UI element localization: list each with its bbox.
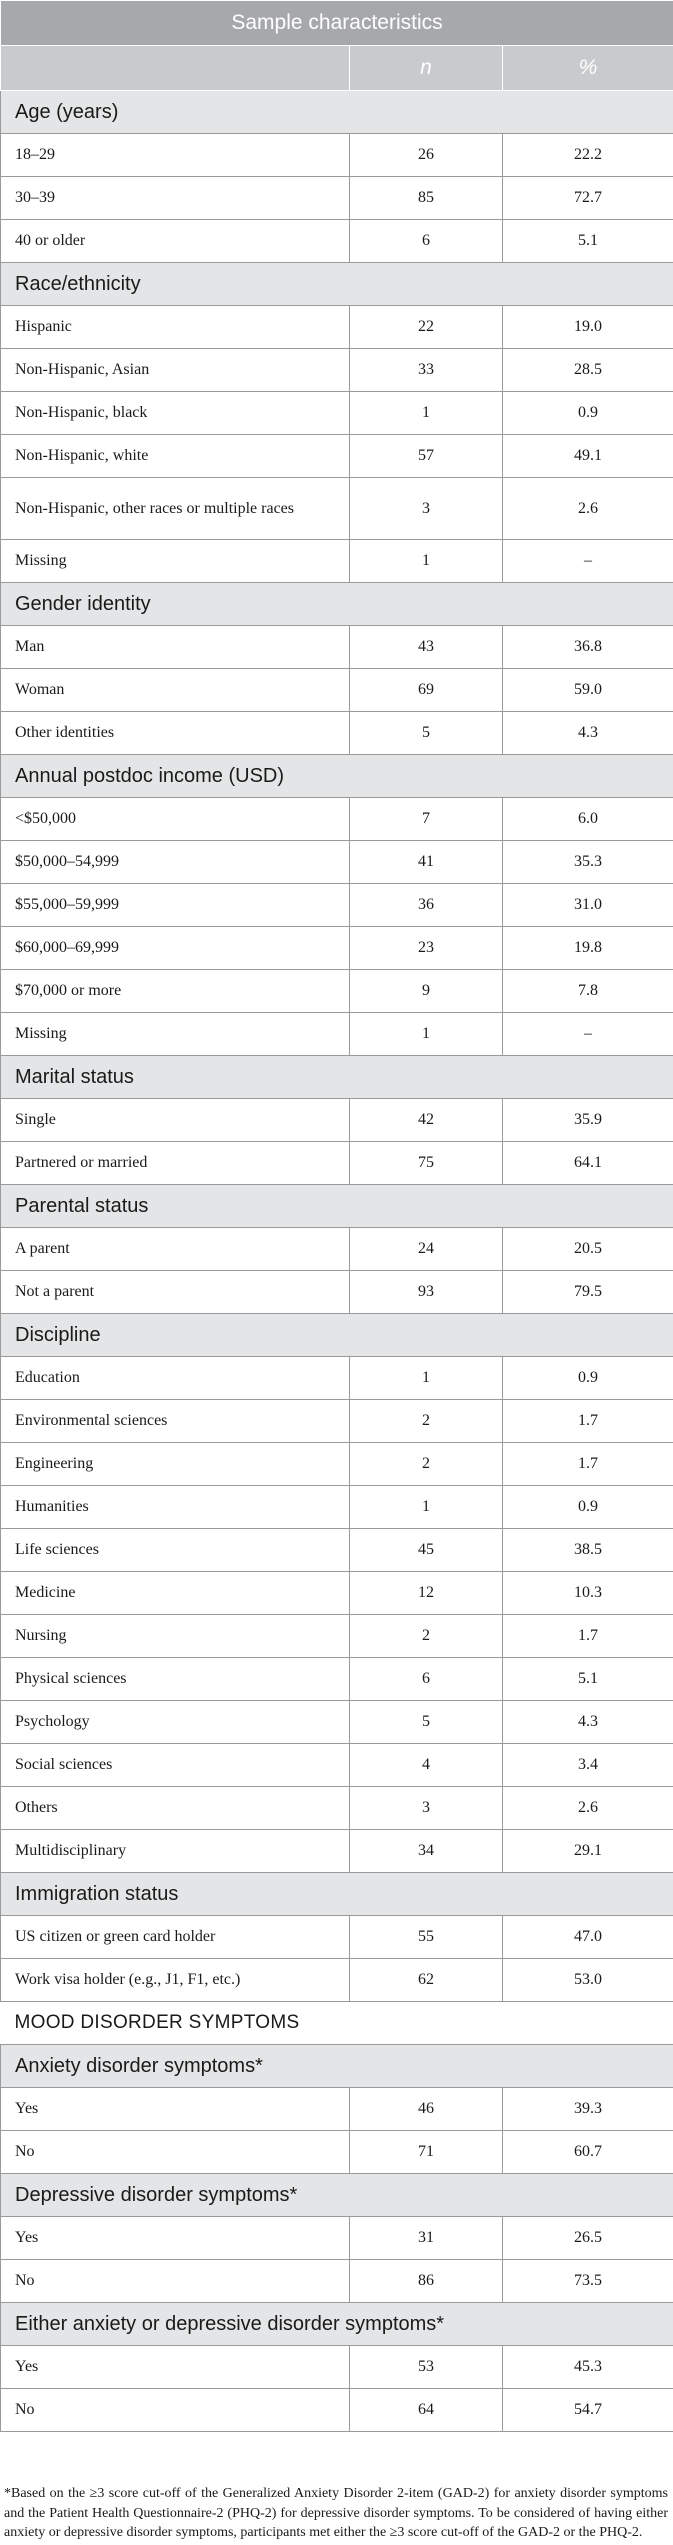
row-label: $50,000–54,999 (1, 841, 350, 884)
row-n-value: 1 (350, 540, 503, 583)
table-row (1, 798, 673, 841)
row-percent-value: 79.5 (503, 1271, 673, 1314)
row-n-value: 24 (350, 1228, 503, 1271)
row-percent-value: 47.0 (503, 1916, 673, 1959)
row-percent-value: 19.0 (503, 306, 673, 349)
row-label: Missing (1, 540, 350, 583)
row-n-value: 43 (350, 626, 503, 669)
row-label: <$50,000 (1, 798, 350, 841)
table-row (1, 1013, 673, 1056)
row-label: A parent (1, 1228, 350, 1271)
table-row (1, 841, 673, 884)
row-label: $60,000–69,999 (1, 927, 350, 970)
section-header-row (1, 1056, 673, 1099)
row-percent-value: 59.0 (503, 669, 673, 712)
section-header-row (1, 1873, 673, 1916)
row-label: Not a parent (1, 1271, 350, 1314)
table-row (1, 2389, 673, 2432)
table-row (1, 1701, 673, 1744)
table-row (1, 2131, 673, 2174)
row-n-value: 9 (350, 970, 503, 1013)
row-percent-value: 35.3 (503, 841, 673, 884)
column-header-characteristic (1, 46, 350, 91)
row-label: 18–29 (1, 134, 350, 177)
table-row (1, 1830, 673, 1873)
row-label: Life sciences (1, 1529, 350, 1572)
row-label: Hispanic (1, 306, 350, 349)
table-row (1, 1615, 673, 1658)
table-row (1, 177, 673, 220)
row-label: Yes (1, 2088, 350, 2131)
row-percent-value: 0.9 (503, 1357, 673, 1400)
table-row (1, 540, 673, 583)
table-row (1, 2260, 673, 2303)
row-n-value: 2 (350, 1615, 503, 1658)
table-footnote: *Based on the ≥3 score cut-off of the Generalized Anxiety Disorder 2-item (GAD-2) for anxiety disorder symptoms and the Patient Health Questionnaire-2 (PHQ-2) for depressive disorder symptoms. To be considered of having either anxiety or depressive disorder symptoms, participants met either the ≥3 score cut-off of the GAD-2 or the PHQ-2. (4, 2486, 668, 2540)
row-n-value: 7 (350, 798, 503, 841)
row-label: No (1, 2131, 350, 2174)
table-row (1, 669, 673, 712)
row-n-value: 41 (350, 841, 503, 884)
row-n-value: 3 (350, 478, 503, 540)
row-percent-value: 29.1 (503, 1830, 673, 1873)
row-percent-value: 1.7 (503, 1400, 673, 1443)
row-percent-value: 3.4 (503, 1744, 673, 1787)
row-label: Psychology (1, 1701, 350, 1744)
row-percent-value: 28.5 (503, 349, 673, 392)
row-label: Environmental sciences (1, 1400, 350, 1443)
row-n-value: 33 (350, 349, 503, 392)
row-label: Multidisciplinary (1, 1830, 350, 1873)
row-n-value: 1 (350, 392, 503, 435)
row-n-value: 69 (350, 669, 503, 712)
row-n-value: 42 (350, 1099, 503, 1142)
row-percent-value: 7.8 (503, 970, 673, 1013)
row-label: Nursing (1, 1615, 350, 1658)
table-row (1, 306, 673, 349)
row-n-value: 62 (350, 1959, 503, 2002)
section-header: Discipline (1, 1314, 673, 1357)
section-header-row (1, 2303, 673, 2346)
table-row (1, 884, 673, 927)
row-n-value: 3 (350, 1787, 503, 1830)
table-row (1, 2346, 673, 2389)
section-header-row (1, 1314, 673, 1357)
table-row (1, 1357, 673, 1400)
row-label: Non-Hispanic, black (1, 392, 350, 435)
row-percent-value: 73.5 (503, 2260, 673, 2303)
row-percent-value: 64.1 (503, 1142, 673, 1185)
section-header-row (1, 1185, 673, 1228)
table-body (1, 1, 673, 2432)
table-row (1, 1400, 673, 1443)
row-label: 30–39 (1, 177, 350, 220)
section-header-row (1, 91, 673, 134)
table-title: Sample characteristics (1, 1, 673, 46)
row-percent-value: 20.5 (503, 1228, 673, 1271)
column-header-n: n (350, 46, 503, 91)
row-percent-value: 6.0 (503, 798, 673, 841)
row-n-value: 93 (350, 1271, 503, 1314)
table-row (1, 1658, 673, 1701)
table-row (1, 134, 673, 177)
column-header-row (1, 46, 673, 91)
row-percent-value: 53.0 (503, 1959, 673, 2002)
row-n-value: 75 (350, 1142, 503, 1185)
table-row (1, 1572, 673, 1615)
table-row (1, 1486, 673, 1529)
section-header: Age (years) (1, 91, 673, 134)
row-label: No (1, 2260, 350, 2303)
row-n-value: 45 (350, 1529, 503, 1572)
row-label: Non-Hispanic, Asian (1, 349, 350, 392)
table-row (1, 1529, 673, 1572)
table-row (1, 927, 673, 970)
row-percent-value: – (503, 1013, 673, 1056)
table-row (1, 1443, 673, 1486)
row-percent-value: 35.9 (503, 1099, 673, 1142)
row-percent-value: 5.1 (503, 220, 673, 263)
section-header: MOOD DISORDER SYMPTOMS (1, 2002, 673, 2045)
table-row (1, 1959, 673, 2002)
table-row (1, 2088, 673, 2131)
row-percent-value: 60.7 (503, 2131, 673, 2174)
row-n-value: 36 (350, 884, 503, 927)
table-row (1, 626, 673, 669)
section-header-row (1, 2174, 673, 2217)
row-percent-value: 4.3 (503, 1701, 673, 1744)
row-n-value: 46 (350, 2088, 503, 2131)
row-percent-value: 31.0 (503, 884, 673, 927)
row-label: Engineering (1, 1443, 350, 1486)
table-row (1, 712, 673, 755)
table-row (1, 1271, 673, 1314)
row-label: Work visa holder (e.g., J1, F1, etc.) (1, 1959, 350, 2002)
row-label: US citizen or green card holder (1, 1916, 350, 1959)
table-row (1, 392, 673, 435)
row-label: Humanities (1, 1486, 350, 1529)
column-header-percent: % (503, 46, 673, 91)
row-label: Missing (1, 1013, 350, 1056)
section-header-row (1, 2045, 673, 2088)
row-n-value: 1 (350, 1357, 503, 1400)
section-header: Gender identity (1, 583, 673, 626)
row-percent-value: 39.3 (503, 2088, 673, 2131)
row-percent-value: 10.3 (503, 1572, 673, 1615)
table-row (1, 1099, 673, 1142)
row-percent-value: 38.5 (503, 1529, 673, 1572)
table-row (1, 435, 673, 478)
row-n-value: 6 (350, 1658, 503, 1701)
row-n-value: 2 (350, 1400, 503, 1443)
row-percent-value: 45.3 (503, 2346, 673, 2389)
row-percent-value: 72.7 (503, 177, 673, 220)
table-row (1, 1787, 673, 1830)
row-percent-value: 0.9 (503, 1486, 673, 1529)
section-header: Depressive disorder symptoms* (1, 2174, 673, 2217)
row-n-value: 55 (350, 1916, 503, 1959)
row-n-value: 64 (350, 2389, 503, 2432)
row-label: $70,000 or more (1, 970, 350, 1013)
section-header-row (1, 263, 673, 306)
section-header: Immigration status (1, 1873, 673, 1916)
table-row (1, 970, 673, 1013)
row-label: Non-Hispanic, white (1, 435, 350, 478)
section-header-row (1, 755, 673, 798)
table-row (1, 1916, 673, 1959)
row-label: Man (1, 626, 350, 669)
table-row (1, 220, 673, 263)
section-header: Annual postdoc income (USD) (1, 755, 673, 798)
row-n-value: 12 (350, 1572, 503, 1615)
row-percent-value: 1.7 (503, 1615, 673, 1658)
section-header: Parental status (1, 1185, 673, 1228)
row-percent-value: 54.7 (503, 2389, 673, 2432)
row-label: Partnered or married (1, 1142, 350, 1185)
row-percent-value: – (503, 540, 673, 583)
row-percent-value: 1.7 (503, 1443, 673, 1486)
row-label: Yes (1, 2346, 350, 2389)
row-percent-value: 49.1 (503, 435, 673, 478)
table-row (1, 1744, 673, 1787)
row-percent-value: 2.6 (503, 478, 673, 540)
row-label: Yes (1, 2217, 350, 2260)
row-n-value: 85 (350, 177, 503, 220)
row-n-value: 5 (350, 1701, 503, 1744)
row-percent-value: 5.1 (503, 1658, 673, 1701)
section-header: Either anxiety or depressive disorder symptoms* (1, 2303, 673, 2346)
row-label: Single (1, 1099, 350, 1142)
row-n-value: 6 (350, 220, 503, 263)
section-header: Marital status (1, 1056, 673, 1099)
table-row (1, 478, 673, 540)
row-label: Non-Hispanic, other races or multiple races (1, 478, 350, 540)
row-label: $55,000–59,999 (1, 884, 350, 927)
row-label: Social sciences (1, 1744, 350, 1787)
table-row (1, 1228, 673, 1271)
row-n-value: 1 (350, 1013, 503, 1056)
row-n-value: 31 (350, 2217, 503, 2260)
row-label: Other identities (1, 712, 350, 755)
row-n-value: 5 (350, 712, 503, 755)
row-n-value: 22 (350, 306, 503, 349)
table-row (1, 2217, 673, 2260)
section-header-row (1, 583, 673, 626)
row-percent-value: 4.3 (503, 712, 673, 755)
row-percent-value: 36.8 (503, 626, 673, 669)
row-n-value: 71 (350, 2131, 503, 2174)
row-percent-value: 2.6 (503, 1787, 673, 1830)
row-n-value: 4 (350, 1744, 503, 1787)
row-n-value: 86 (350, 2260, 503, 2303)
table-row (1, 1142, 673, 1185)
row-n-value: 34 (350, 1830, 503, 1873)
section-header: Anxiety disorder symptoms* (1, 2045, 673, 2088)
section-header: Race/ethnicity (1, 263, 673, 306)
row-percent-value: 22.2 (503, 134, 673, 177)
row-label: Physical sciences (1, 1658, 350, 1701)
table-row (1, 349, 673, 392)
row-n-value: 1 (350, 1486, 503, 1529)
row-label: 40 or older (1, 220, 350, 263)
row-n-value: 57 (350, 435, 503, 478)
row-percent-value: 26.5 (503, 2217, 673, 2260)
row-label: Medicine (1, 1572, 350, 1615)
row-percent-value: 0.9 (503, 392, 673, 435)
row-label: Woman (1, 669, 350, 712)
row-label: Others (1, 1787, 350, 1830)
row-label: No (1, 2389, 350, 2432)
row-n-value: 2 (350, 1443, 503, 1486)
table-title-row (1, 1, 673, 46)
row-n-value: 23 (350, 927, 503, 970)
row-n-value: 26 (350, 134, 503, 177)
row-percent-value: 19.8 (503, 927, 673, 970)
row-n-value: 53 (350, 2346, 503, 2389)
section-header-row (1, 2002, 673, 2045)
row-label: Education (1, 1357, 350, 1400)
